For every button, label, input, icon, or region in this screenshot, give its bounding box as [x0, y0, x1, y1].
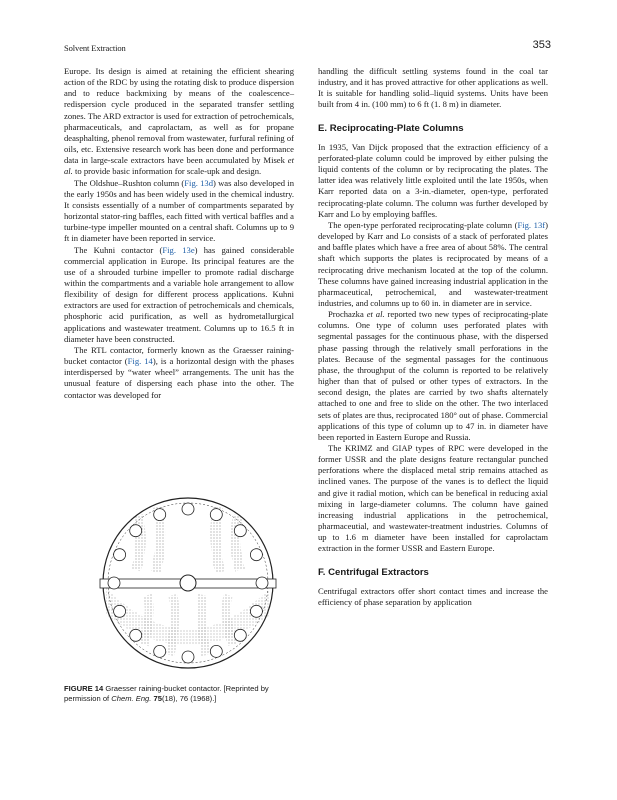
paragraph: The Kuhni contactor (Fig. 13e) has gained considerable commercial application in Europe. Its principal features are the use of a shrouded turbine impeller to promote radial discharge within the compartments and a variable hole arrangement to allow flexibility of design for different process applications. Kuhni extractors are used for extraction of petrochemicals and chemicals, phosphoric acid purification, as well as hydrometallurgical applications and wastewater treatment. Columns up to 16.5 ft in diameter have been constructed. — [64, 244, 295, 344]
paragraph: The RTL contactor, formerly known as the Graesser raining-bucket contactor (Fig. 14), is a horizontal design with the phases interdispersed by “water wheel” arrangements. The unit has the unusual feature of dispersing each phase into the other. The contactor was developed for — [64, 344, 295, 400]
figure-link-13f[interactable]: Fig. 13f — [517, 219, 546, 230]
bucket — [256, 577, 268, 589]
figure-link-13d[interactable]: Fig. 13d — [184, 177, 214, 188]
bucket — [210, 645, 222, 657]
bucket — [114, 549, 126, 561]
figure-link-14[interactable]: Fig. 14 — [127, 356, 153, 367]
paragraph: Europe. Its design is aimed at retaining the efficient shearing action of the RDC by using the rotating disk to produce dispersion and to reduce backmixing by means of the coalescence–redispersion cycle produced in the separated transfer settling zones. The ARD extractor is used for extraction of petrochemicals, pharmaceuticals, and caprolactam, as well as for propane deasphalting, phenol removal from wastewater, furfural refining of oils, etc. Extensive research work has been done and performance data in large-scale extractors have been accumulated by Misek et al. to provide basic information for scale-upk and design. — [64, 66, 294, 177]
bucket — [182, 651, 194, 663]
paragraph: The KRIMZ and GIAP types of RPC were developed in the former USSR and the plate designs feature rectangular punched perforations where the displaced metal strip remains attached as inclined vanes. The purpose of the vanes is to deflect the liquid and give it radial motion, which can be benefical in reducing axial mixing in large-diameter columns. The column have gained increasing industrial applications in the petrochemical, pharmaceutial, and wastewater-treatment industries. Columns of up to 1.6 m diameter have been installed for caprolactam extraction in the former USSR and Eastern Europe. — [318, 443, 548, 554]
bucket — [182, 503, 194, 515]
bucket — [108, 577, 120, 589]
running-header: Solvent Extraction — [64, 43, 126, 53]
paragraph: Prochazka et al. reported two new types of reciprocating-plate columns. One type of column uses perforated plates with segmental passages for the continuous phase, with the dispersed phase passing through the relatively small perforations in the plates. Because of the segmental passages for the continuous phase, the throughput of the column is reported to be relatively higher than that of pulsed or other types of extractors. In the second design, the plates are carried by two shafts alternately attached to one and free to slide on the other. The two interlaced sets of plates are thus, reciprocated 180° out of phase. Commercial applications of this type of column up to 47 in. in diameter have been reported in Eastern Europe and Russia. — [318, 309, 548, 442]
bucket — [234, 525, 246, 537]
paragraph: The open-type perforated reciprocating-plate column (Fig. 13f) developed by Karr and Lo consists of a stack of perforated plates and baffle plates which have a free area of about 58%. The central shaft which supports the plates is reciprocated by means of a reciprocating drive mechanism located at the top of the column. These columns have gained increasing industrial application in the pharmaceutical, petrochemical, and wastewater-treatment industries, and columns up to 60 in. in diameter are in service. — [318, 219, 548, 308]
page-number: 353 — [532, 39, 551, 51]
bucket — [250, 549, 262, 561]
paragraph: Centrifugal extractors offer short contact times and increase the efficiency of phase separation by application — [318, 585, 548, 607]
paragraph: handling the difficult settling systems found in the coal tar industry, and it has proved attractive for other applications as well. It is suitable for handling solid–liquid systems. Units have been built from 4 in. (100 mm) to 6 ft (1. 8 m) in diameter. — [318, 66, 548, 110]
figure-link-13e[interactable]: Fig. 13e — [162, 244, 195, 255]
section-heading-e: E. Reciprocating-Plate Columns — [318, 122, 464, 134]
bucket — [114, 605, 126, 617]
bucket — [250, 605, 262, 617]
section-heading-f: F. Centrifugal Extractors — [318, 566, 429, 578]
figure-caption: FIGURE 14 Graesser raining-bucket contactor. [Reprinted by permission of Chem. Eng. 75(18), 76 (1968).] — [64, 684, 269, 703]
bucket — [130, 525, 142, 537]
paragraph: The Oldshue–Rushton column (Fig. 13d) was also developed in the early 1950s and has been widely used in the chemical industry. It consists essentially of a number of compartments separated by horizontal stator-ring baffles, each fitted with vertical baffles and a turbine-type impeller mounted on a central shaft. Columns up to 9 ft in diameter have been reported in service. — [64, 177, 294, 244]
bucket — [154, 645, 166, 657]
bucket — [130, 629, 142, 641]
figure-14-drawing — [78, 495, 298, 671]
bucket — [210, 509, 222, 521]
bucket — [234, 629, 246, 641]
contactor-drum — [100, 498, 276, 668]
paragraph: In 1935, Van Dijck proposed that the extraction efficiency of a perforated-plate column could be improved by either pulsing the liquid contents of the column or by reciprocating the plates. The latter idea was relatively little exploited until the late 1950s, when Karr reported data on a 3-in.-diameter, open-type, perforated reciprocating-plate column. The column was further developed by Karr and Lo by employing baffles. — [318, 141, 548, 219]
left-column — [64, 66, 294, 401]
bucket — [154, 509, 166, 521]
right-column — [318, 66, 548, 608]
